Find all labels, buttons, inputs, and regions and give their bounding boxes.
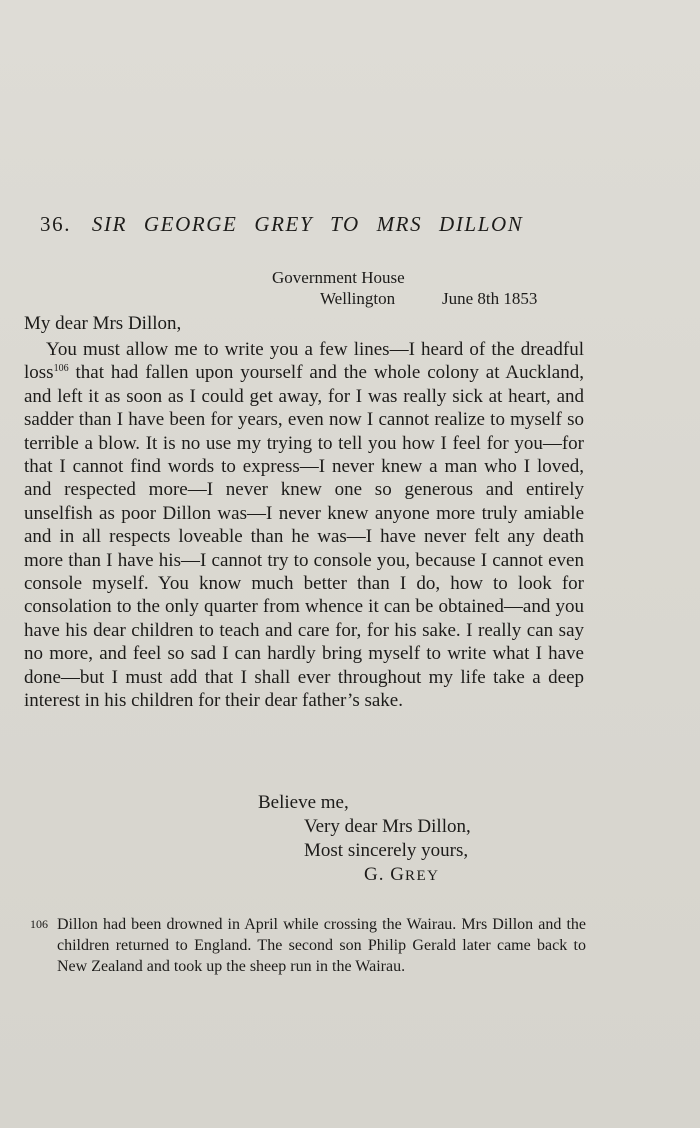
salutation: My dear Mrs Dillon, bbox=[24, 313, 182, 334]
address-line-1: Government House bbox=[272, 268, 405, 287]
letter-body bbox=[24, 338, 584, 713]
closing-line-3: Most sincerely yours, bbox=[304, 840, 469, 861]
footnote bbox=[30, 913, 586, 977]
footnote-text: Dillon had been drowned in April while crossing the Wairau. Mrs Dillon and the children returned to England. The second son Philip Gerald later came back to New Zealand and took up the sheep run in the Wairau. bbox=[57, 916, 586, 975]
signature bbox=[364, 864, 439, 886]
letter-date: June 8th 1853 bbox=[442, 289, 538, 308]
footnote-reference[interactable]: 106 bbox=[53, 363, 69, 375]
address-line-2: Wellington bbox=[320, 289, 396, 308]
letter-number: 36. bbox=[40, 212, 72, 236]
body-text-part-1: You must allow me to write you a few lines—I heard of the dreadful loss bbox=[24, 339, 584, 384]
closing-line-1: Believe me, bbox=[258, 792, 349, 813]
footnote-number: 106 bbox=[30, 917, 48, 931]
signature-initial: G. G bbox=[364, 864, 405, 885]
closing-line-2: Very dear Mrs Dillon, bbox=[304, 816, 471, 837]
letter-heading bbox=[40, 212, 523, 237]
letter-title: SIR GEORGE GREY TO MRS DILLON bbox=[91, 212, 524, 236]
body-text-part-2: that had fallen upon yourself and the whole colony at Auckland, and left it as soon as I could get away, for I was really sick at heart, and sadder than I have been for years, even now I cannot realize to myself so terrible a blow. It is no use my trying to tell you how I feel for you—for that I cannot find words to express—I never knew a man who I loved, and respected more—I never knew one so generous and entirely unselfish as poor Dillon was—I never knew anyone more truly amiable and in all respects loveable than he was—I have never felt any death more than I have his—I cannot try to console you, because I cannot even console myself. You know much better than I do, how to look for consolation to the only quarter from whence it can be obtained—and you have his dear children to teach and care for, for his sake. I really can say no more, and feel so sad I can hardly bring myself to write what I have done—but I must add that I shall ever throughout my life take a deep interest in his children for their dear father’s sake. bbox=[24, 362, 584, 712]
signature-rest: REY bbox=[404, 868, 440, 884]
